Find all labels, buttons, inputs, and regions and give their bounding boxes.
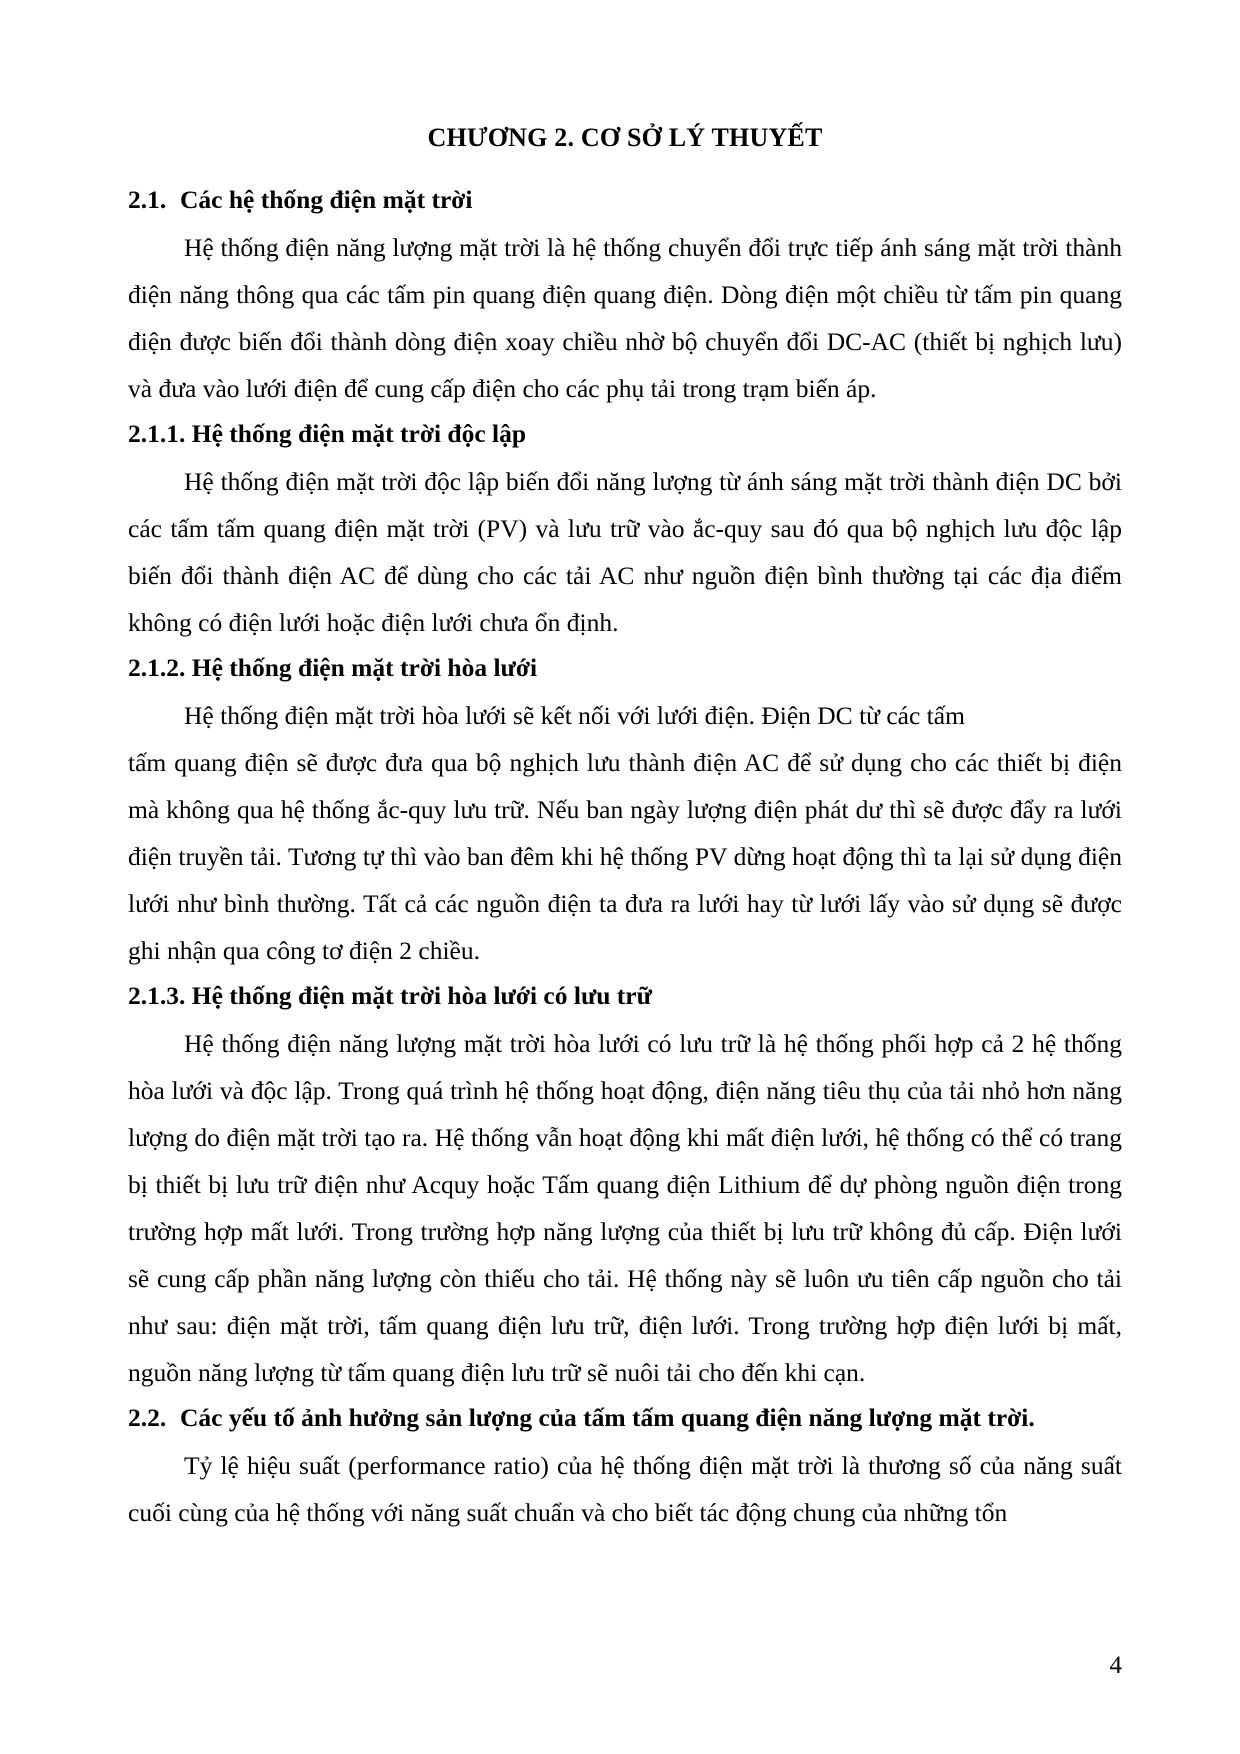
section-heading-2-1	[128, 178, 1122, 222]
section-heading-2-2	[128, 1396, 1122, 1440]
section-title-2-1-3: Hệ thống điện mặt trời hòa lưới có lưu trữ	[191, 981, 652, 1010]
section-title-2-2: Các yếu tố ảnh hưởng sản lượng của tấm tấm quang điện năng lượng mặt trời.	[180, 1403, 1035, 1432]
section-heading-2-1-1	[128, 412, 1122, 456]
page-number: 4	[1109, 1652, 1122, 1679]
paragraph-2-1-2-body-2: tấm quang điện sẽ được đưa qua bộ nghịch lưu thành điện AC để sử dụng cho các thiết bị điện mà không qua hệ thống ắc-quy lưu trữ. Nếu ban ngày lượng điện phát dư thì sẽ được đẩy ra lưới điện truyền tải. Tương tự thì vào ban đêm khi hệ thống PV dừng hoạt động thì ta lại sử dụng điện lưới như bình thường. Tất cả các nguồn điện ta đưa ra lưới hay từ lưới lấy vào sử dụng sẽ được ghi nhận qua công tơ điện 2 chiều.	[128, 748, 1122, 965]
section-heading-2-1-2	[128, 646, 1122, 690]
section-number-2-1-2: 2.1.2.	[128, 653, 186, 682]
section-title-2-1: Các hệ thống điện mặt trời	[180, 185, 473, 214]
section-heading-2-1-3	[128, 974, 1122, 1018]
paragraph-2-2-body: Tỷ lệ hiệu suất (performance ratio) của hệ thống điện mặt trời là thương số của năng suất cuối cùng của hệ thống với năng suất chuẩn và cho biết tác động chung của những tổn	[128, 1451, 1122, 1527]
section-title-2-1-2: Hệ thống điện mặt trời hòa lưới	[191, 653, 538, 682]
paragraph-2-1-1-body: Hệ thống điện mặt trời độc lập biến đổi năng lượng từ ánh sáng mặt trời thành điện DC bởi các tấm tấm quang điện mặt trời (PV) và lưu trữ vào ắc-quy sau đó qua bộ nghịch lưu độc lập biến đổi thành điện AC để dùng cho các tải AC như nguồn điện bình thường tại các địa điểm không có điện lưới hoặc điện lưới chưa ổn định.	[128, 467, 1122, 637]
section-number-2-1-1: 2.1.1.	[128, 419, 186, 448]
paragraph-2-1-1: Hệ thống điện năng lượng mặt trời là hệ thống chuyển đổi trực tiếp ánh sáng mặt trời thành điện năng thông qua các tấm pin quang điện quang điện. Dòng điện một chiều từ tấm pin quang điện được biến đổi thành dòng điện xoay chiều nhờ bộ chuyển đổi DC-AC (thiết bị nghịch lưu) và đưa vào lưới điện để cung cấp điện cho các phụ tải trong trạm biến áp.	[128, 233, 1122, 403]
paragraph-2-1-2-body-1: Hệ thống điện mặt trời hòa lưới sẽ kết nối với lưới điện. Điện DC từ các tấm	[184, 701, 965, 730]
section-number-2-2: 2.2.	[128, 1403, 167, 1432]
paragraph-2-1-3-body: Hệ thống điện năng lượng mặt trời hòa lưới có lưu trữ là hệ thống phối hợp cả 2 hệ thống hòa lưới và độc lập. Trong quá trình hệ thống hoạt động, điện năng tiêu thụ của tải nhỏ hơn năng lượng do điện mặt trời tạo ra. Hệ thống vẫn hoạt động khi mất điện lưới, hệ thống có thể có trang bị thiết bị lưu trữ điện như Acquy hoặc Tấm quang điện Lithium để dự phòng nguồn điện trong trường hợp mất lưới. Trong trường hợp năng lượng của thiết bị lưu trữ không đủ cấp. Điện lưới sẽ cung cấp phần năng lượng còn thiếu cho tải. Hệ thống này sẽ luôn ưu tiên cấp nguồn cho tải như sau: điện mặt trời, tấm quang điện lưu trữ, điện lưới. Trong trường hợp điện lưới bị mất, nguồn năng lượng từ tấm quang điện lưu trữ sẽ nuôi tải cho đến khi cạn.	[128, 1029, 1122, 1387]
section-title-2-1-1: Hệ thống điện mặt trời độc lập	[191, 419, 527, 448]
page-title: CHƯƠNG 2. CƠ SỞ LÝ THUYẾT	[427, 123, 823, 152]
document-body	[128, 178, 1122, 1536]
section-number-2-1-3: 2.1.3.	[128, 981, 186, 1010]
section-number-2-1: 2.1.	[128, 185, 167, 214]
